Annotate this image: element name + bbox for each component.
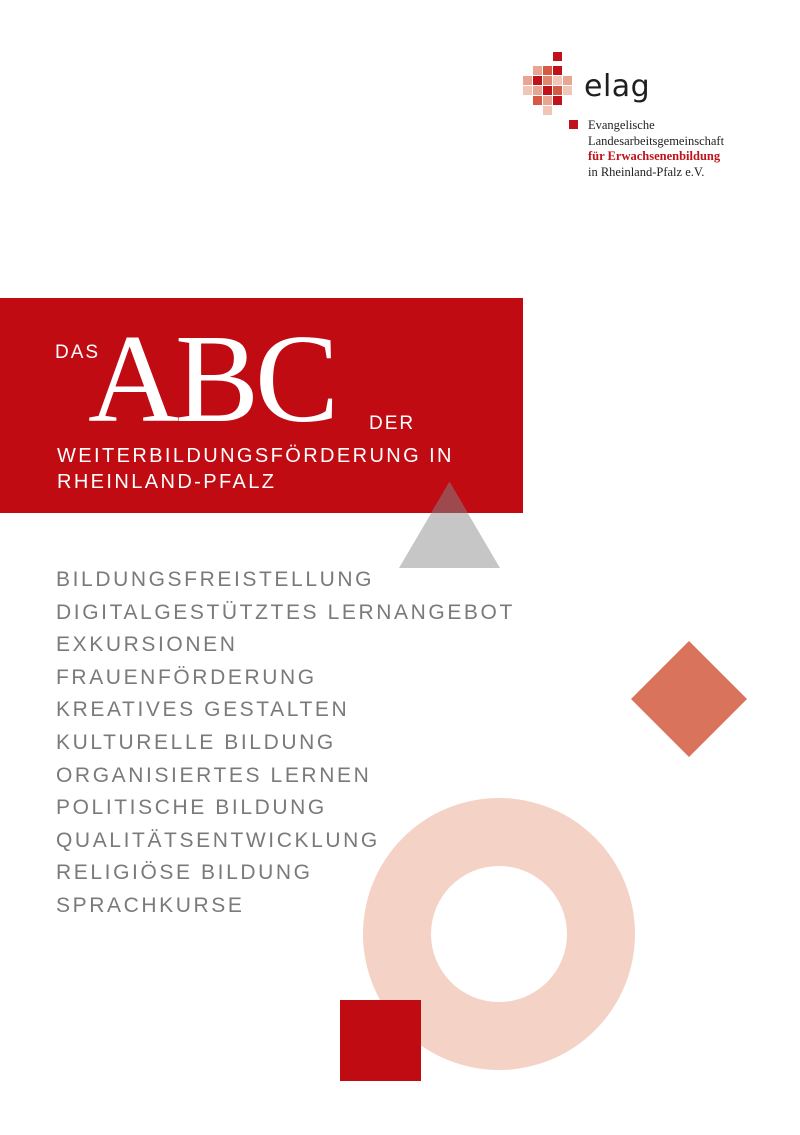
logo-line: Evangelische xyxy=(588,118,655,132)
logo-bullet-icon xyxy=(569,120,578,129)
topic-item: KULTURELLE BILDUNG xyxy=(56,730,336,754)
topic-item: EXKURSIONEN xyxy=(56,633,238,657)
topic-item: RELIGIÖSE BILDUNG xyxy=(56,861,313,885)
topic-item: FRAUENFÖRDERUNG xyxy=(56,665,317,689)
topic-item: POLITISCHE BILDUNG xyxy=(56,796,327,820)
topic-item: SPRACHKURSE xyxy=(56,893,245,917)
topic-item: BILDUNGSFREISTELLUNG xyxy=(56,568,375,591)
topic-item: QUALITÄTSENTWICKLUNG xyxy=(56,828,380,852)
logo-line: Landesarbeitsgemeinschaft xyxy=(588,133,725,148)
subtitle-line: WEITERBILDUNGSFÖRDERUNG IN xyxy=(57,445,454,467)
topic-list xyxy=(56,564,515,923)
elag-logo-mark-icon xyxy=(522,50,572,120)
logo-organisation-name xyxy=(588,118,724,180)
logo-line-highlight: für Erwachsenenbildung xyxy=(588,149,721,163)
topic-item: DIGITALGESTÜTZTES LERNANGEBOT xyxy=(56,600,515,624)
topic-item: ORGANISIERTES LERNEN xyxy=(56,763,372,787)
title-prefix: DAS xyxy=(55,342,101,363)
triangle-shape xyxy=(399,482,500,568)
title-main: ABC xyxy=(88,310,336,449)
title-suffix: DER xyxy=(369,413,416,434)
logo-wordmark: elag xyxy=(584,69,651,104)
diamond-shape xyxy=(631,641,747,757)
topic-item: KREATIVES GESTALTEN xyxy=(56,698,350,722)
logo-line: in Rheinland-Pfalz e.V. xyxy=(588,164,705,179)
subtitle-line: RHEINLAND-PFALZ xyxy=(57,471,277,493)
title-subtitle xyxy=(57,443,454,495)
square-shape xyxy=(340,1000,421,1081)
